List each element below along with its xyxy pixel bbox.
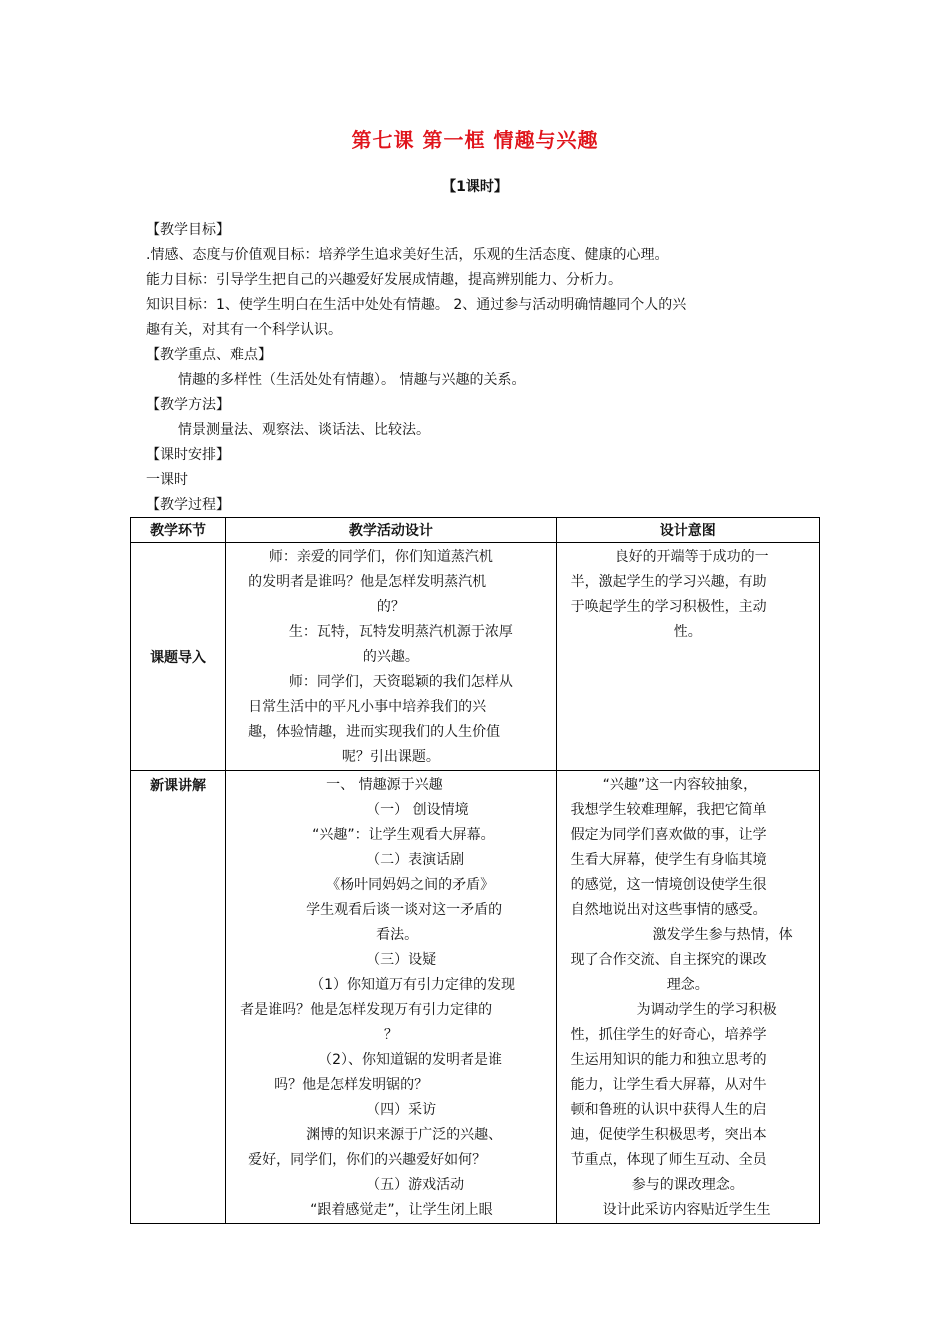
stage-cell: 课题导入 xyxy=(131,543,226,771)
header-activity: 教学活动设计 xyxy=(226,518,556,543)
header-stage: 教学环节 xyxy=(131,518,226,543)
activity-line: 的发明者是谁吗？他是怎样发明蒸汽机 xyxy=(248,574,487,590)
activity-cell xyxy=(226,771,556,1224)
activity-line: 的？ xyxy=(376,599,405,615)
table-row xyxy=(131,771,820,1224)
activity-line: （三）设疑 xyxy=(366,952,437,968)
activity-line: 呢？引出课题。 xyxy=(341,749,440,765)
activity-line: 一、 情趣源于兴趣 xyxy=(326,777,443,793)
page-title: 第七课 第一框 情趣与兴趣 xyxy=(351,128,599,152)
activity-line: （2）、你知道锯的发明者是谁 xyxy=(318,1052,503,1068)
intent-line: 性，抓住学生的好奇心，培养学 xyxy=(570,1027,767,1043)
activity-line: 渊博的知识来源于广泛的兴趣、 xyxy=(306,1127,503,1143)
intent-line: 的感觉，这一情境创设使学生很 xyxy=(570,877,767,893)
goal-emotion: .情感、态度与价值观目标：培养学生追求美好生活，乐观的生活态度、健康的心理。 xyxy=(146,247,669,263)
activity-line: （二）表演话剧 xyxy=(366,852,465,868)
intent-line: 理念。 xyxy=(666,977,709,993)
intent-line: 设计此采访内容贴近学生生 xyxy=(602,1202,771,1218)
activity-line: 生：瓦特，瓦特发明蒸汽机源于浓厚 xyxy=(288,624,513,640)
intent-line: 激发学生参与热情，体 xyxy=(652,927,793,943)
intent-cell xyxy=(556,771,819,1224)
activity-line: （1）你知道万有引力定律的发现 xyxy=(310,977,516,993)
method-text: 情景测量法、观察法、谈话法、比较法。 xyxy=(178,422,430,438)
intent-cell xyxy=(556,543,819,771)
intent-line: 良好的开端等于成功的一 xyxy=(614,549,769,565)
lesson-duration: 【1课时】 xyxy=(442,179,508,195)
intent-line: 性。 xyxy=(673,624,702,640)
intent-line: 半，激起学生的学习兴趣，有助 xyxy=(570,574,767,590)
schedule-text: 一课时 xyxy=(146,472,188,488)
goal-knowledge-line1: 知识目标：1、使学生明白在生活中处处有情趣。 2、通过参与活动明确情趣同个人的兴 xyxy=(146,297,687,313)
activity-line: 师：亲爱的同学们，你们知道蒸汽机 xyxy=(268,549,493,565)
intent-line: 现了合作交流、自主探究的课改 xyxy=(570,952,767,968)
intent-line: 生运用知识的能力和独立思考的 xyxy=(570,1052,767,1068)
activity-line: “兴趣”：让学生观看大屏幕。 xyxy=(312,827,495,843)
intent-line: 节重点，体现了师生互动、全员 xyxy=(570,1152,767,1168)
activity-line: 日常生活中的平凡小事中培养我们的兴 xyxy=(248,699,487,715)
schedule-heading: 【课时安排】 xyxy=(146,447,230,463)
activity-line: 爱好，同学们，你们的兴趣爱好如何？ xyxy=(248,1152,487,1168)
method-heading: 【教学方法】 xyxy=(146,397,230,413)
activity-line: 吗？他是怎样发明锯的？ xyxy=(274,1077,429,1093)
intent-line: 迪，促使学生积极思考，突出本 xyxy=(570,1127,767,1143)
stage-cell: 新课讲解 xyxy=(131,771,226,1224)
intent-line: 生看大屏幕，使学生有身临其境 xyxy=(570,852,767,868)
intent-line: 能力，让学生看大屏幕，从对牛 xyxy=(570,1077,767,1093)
intent-line: 于唤起学生的学习积极性，主动 xyxy=(570,599,767,615)
activity-cell xyxy=(226,543,556,771)
intent-line: 参与的课改理念。 xyxy=(631,1177,744,1193)
goal-knowledge-line2: 趣有关，对其有一个科学认识。 xyxy=(146,322,342,338)
activity-line: （五）游戏活动 xyxy=(366,1177,465,1193)
header-intent: 设计意图 xyxy=(556,518,819,543)
activity-line: 《杨叶同妈妈之间的矛盾》 xyxy=(326,877,495,893)
table-row xyxy=(131,543,820,771)
activity-line: 趣，体验情趣，进而实现我们的人生价值 xyxy=(248,724,501,740)
process-table xyxy=(130,517,820,1224)
activity-line: 看法。 xyxy=(376,927,419,943)
activity-line: “跟着感觉走”，让学生闭上眼 xyxy=(310,1202,493,1218)
activity-line: （一） 创设情境 xyxy=(366,802,469,818)
activity-line: 师：同学们，天资聪颖的我们怎样从 xyxy=(288,674,513,690)
activity-line: 学生观看后谈一谈对这一矛盾的 xyxy=(306,902,503,918)
activity-line: （四）采访 xyxy=(366,1102,437,1118)
activity-line: 的兴趣。 xyxy=(362,649,419,665)
intent-line: 我想学生较难理解，我把它简单 xyxy=(570,802,767,818)
intent-line: 为调动学生的学习积极 xyxy=(636,1002,777,1018)
activity-line: 者是谁吗？他是怎样发现万有引力定律的 xyxy=(240,1002,493,1018)
table-header-row xyxy=(131,518,820,543)
activity-line: ？ xyxy=(383,1027,398,1043)
focus-text: 情趣的多样性（生活处处有情趣）。 情趣与兴趣的关系。 xyxy=(178,372,526,388)
goal-ability: 能力目标：引导学生把自己的兴趣爱好发展成情趣，提高辨别能力、分析力。 xyxy=(146,272,622,288)
intent-line: 顿和鲁班的认识中获得人生的启 xyxy=(570,1102,767,1118)
intent-line: “兴趣”这一内容较抽象， xyxy=(602,777,758,793)
intent-line: 假定为同学们喜欢做的事，让学 xyxy=(570,827,767,843)
focus-heading: 【教学重点、难点】 xyxy=(146,347,272,363)
intent-line: 自然地说出对这些事情的感受。 xyxy=(570,902,767,918)
goals-heading: 【教学目标】 xyxy=(146,222,230,238)
process-heading: 【教学过程】 xyxy=(146,497,230,513)
